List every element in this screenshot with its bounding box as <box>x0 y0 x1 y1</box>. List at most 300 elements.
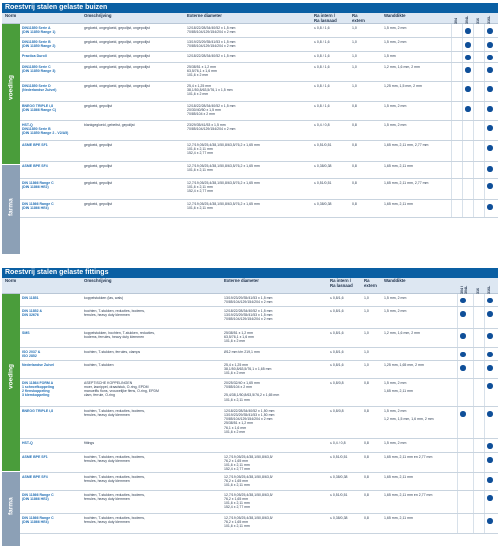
table-row <box>20 514 498 534</box>
cell-omschrijving: bochten, T-stukken, ferrules, clamps <box>84 349 141 354</box>
column-divider <box>473 307 474 328</box>
column-divider <box>473 200 474 217</box>
column-divider <box>451 162 452 178</box>
column-divider <box>457 329 458 347</box>
cell-omschrijving: gegloeid, ongegloeid, gepolijst, ongepolijst <box>84 83 150 88</box>
cell-diameter: 12,7/19,05/25,4/38,1/50,8/63,5/76,2 x 1,65 mm 101,6 x 2,11 mm <box>187 201 260 210</box>
column-divider <box>484 121 485 140</box>
table-row <box>20 439 498 453</box>
pipes-header-316l: 316L <box>487 15 491 24</box>
column-divider <box>473 491 474 513</box>
material-available-dot <box>487 443 493 449</box>
table-row <box>20 473 498 491</box>
cell-wanddikte: 1,2 mm, 1,6 mm, 2 mm <box>384 64 420 69</box>
cell-ra-extern: 1,0 <box>364 295 369 300</box>
column-divider <box>462 52 463 62</box>
table-row <box>20 162 498 179</box>
column-divider <box>451 141 452 161</box>
fittings-title: Roestvrij stalen gelaste fittings <box>2 268 498 278</box>
column-divider <box>473 179 474 199</box>
cell-wanddikte: 1,5 mm, 2 mm <box>384 440 407 445</box>
column-divider <box>451 52 452 62</box>
cell-ra-extern: 0,8 <box>352 201 357 206</box>
cell-norm: HST-Q <box>22 440 33 445</box>
table-row <box>20 491 498 514</box>
cell-wanddikte: 1,25 mm, 1,5 mm, 2 mm <box>384 83 422 88</box>
cell-ra-extern: 0,8 <box>352 122 357 127</box>
table-row <box>20 348 498 361</box>
cell-wanddikte: 1,5 mm, 2 mm <box>384 122 407 127</box>
table-row <box>20 453 498 473</box>
cell-ra-intern: ≤ 0,8/0,8 <box>330 380 344 385</box>
cell-omschrijving: blankgegloeid, gebeitst, gepolijst <box>84 122 135 127</box>
column-divider <box>473 361 474 378</box>
column-divider <box>451 38 452 51</box>
cell-omschrijving: gegloeid, gepolijst <box>84 103 113 108</box>
column-divider <box>457 407 458 438</box>
column-divider <box>484 379 485 406</box>
table-row <box>20 179 498 200</box>
fittings-section <box>2 268 498 546</box>
column-divider <box>462 63 463 81</box>
cell-diameter: 20/25/32/40 x 1,65 mm 70/85/104 x 2 mm 25,4/38,1/50,8/63,5/76,2 x 1,65 mm 101,6 x 2,11 mm <box>224 380 280 402</box>
cell-ra-extern: 0,8 <box>364 380 369 385</box>
table-row <box>20 407 498 439</box>
cell-omschrijving: bochten, T-stukken, reducties, bodems, ferrules, heavy duty klemmen <box>84 408 146 417</box>
cell-diameter: 12/18/22/28/34/40/52 x 1,50 mm 13/19/23/29/35/41/53 x 1,50 mm 70/85/104/129/154/204 x 2 mm 25/38/51 x 1,2 mm 76,1 x 1,6 mm 101,6 x 2 mm <box>224 408 275 434</box>
material-available-dot <box>487 106 493 112</box>
column-divider <box>451 82 452 101</box>
material-available-dot <box>465 42 471 48</box>
cell-ra-extern: 0,8 <box>364 454 369 459</box>
column-divider <box>484 329 485 347</box>
cell-norm: ISO 2037 & ISO 2852 <box>22 349 41 358</box>
table-row <box>20 307 498 329</box>
cell-norm: DIN 11852 & DIN 32676 <box>22 308 43 317</box>
cell-ra-intern: ≤ 0,51/0,51 <box>314 180 332 185</box>
cell-norm: ASME BPE SF4 <box>22 163 48 168</box>
column-divider <box>473 294 474 306</box>
cell-diameter: 13/19/23/29/35/41/53 x 1,5 mm 70/85/104/129/154/204 x 2 mm <box>187 39 236 48</box>
column-divider <box>484 473 485 490</box>
fittings-header-316: 316 <box>476 288 480 294</box>
cell-ra-intern: ≤ 0,38/0,38 <box>314 201 332 206</box>
cell-wanddikte: 1,5 mm, 2 mm <box>384 295 407 300</box>
column-divider <box>462 200 463 217</box>
column-divider <box>473 473 474 490</box>
column-divider <box>484 24 485 37</box>
cell-ra-intern: ≤ 0,8 / 1,6 <box>314 53 330 58</box>
column-divider <box>457 361 458 378</box>
column-divider <box>484 361 485 378</box>
material-available-dot <box>465 106 471 112</box>
column-divider <box>457 379 458 406</box>
table-row <box>20 52 498 63</box>
table-row <box>20 379 498 407</box>
table-row <box>20 294 498 307</box>
column-divider <box>484 439 485 452</box>
cell-wanddikte: 1,65 mm, 2,11 mm <box>384 201 413 206</box>
cell-wanddikte: 1,5 mm, 2 mm <box>384 25 407 30</box>
material-available-dot <box>460 411 466 417</box>
cell-omschrijving: bochten, T-stukken, reducties, bodems, ferrules, heavy duty klemmen <box>84 515 146 524</box>
cell-norm: ASME BPE SF4 <box>22 474 48 479</box>
material-available-dot <box>487 411 493 417</box>
column-divider <box>457 439 458 452</box>
cell-diameter: 13/19/23/29/35/41/53 x 1,5 mm 70/85/104/129/154/204 x 2 mm <box>224 295 273 304</box>
cell-wanddikte: 1,25 mm, 1,65 mm, 2 mm <box>384 362 424 367</box>
cell-ra-intern: ≤ 0,38/0,38 <box>330 515 348 520</box>
material-available-dot <box>487 477 493 483</box>
cell-ra-extern: 0,8 <box>364 440 369 445</box>
column-divider <box>473 121 474 140</box>
material-available-dot <box>465 28 471 34</box>
pipes-section <box>2 3 498 254</box>
column-divider <box>473 38 474 51</box>
cell-ra-extern: 1,0 <box>364 330 369 335</box>
cell-ra-extern: 1,0 <box>364 349 369 354</box>
cell-ra-intern: ≤ 0,51/0,51 <box>330 454 348 459</box>
column-divider <box>457 294 458 306</box>
table-row <box>20 82 498 102</box>
cell-omschrijving: gegloeid, gepolijst <box>84 142 113 147</box>
material-available-dot <box>487 145 493 151</box>
cell-wanddikte: 1,65 mm, 2,11 mm <box>384 474 413 479</box>
pipes-header-316: 316 <box>476 18 480 24</box>
material-available-dot <box>487 383 493 389</box>
cell-ra-extern: 1,0 <box>352 53 357 58</box>
fittings-header-omschrijving: Omschrijving <box>84 278 112 283</box>
cell-norm: DIN 11866 Range C (DIN 11866 HE4) <box>22 201 54 210</box>
cell-ra-extern: 0,8 <box>364 515 369 520</box>
material-available-dot <box>460 365 466 371</box>
cell-ra-intern: ≤ 0,38/0,38 <box>314 163 332 168</box>
cell-ra-intern: ≤ 0,4 / 0,8 <box>314 122 330 127</box>
cell-omschrijving: bochten, T-stukken, reducties, bodems, ferrules, heavy duty klemmen <box>84 308 146 317</box>
cell-norm: Nederlandse Zuivel <box>22 362 55 367</box>
column-divider <box>484 514 485 533</box>
cell-ra-extern: 0,8 <box>364 474 369 479</box>
cell-norm: DIN11850 Serie B (DIN 11850 Range 2) <box>22 39 56 48</box>
column-divider <box>484 141 485 161</box>
cell-ra-extern: 0,8 <box>364 492 369 497</box>
cell-omschrijving: gegloeid, ongegloeid, gepolijst, ongepolijst <box>84 64 150 69</box>
column-divider <box>484 63 485 81</box>
column-divider <box>462 179 463 199</box>
cell-omschrijving: bochten, T-stukken, reducties, bodems, ferrules, heavy duty klemmen <box>84 492 146 501</box>
material-available-dot <box>487 333 493 339</box>
column-divider <box>462 141 463 161</box>
column-divider <box>473 24 474 37</box>
cell-omschrijving: ASEPTISCHE KOPPELINGEN moer, lasnippel, draadstuk, O-ring, EPDM manuelflu flons, vrouwelijke flens, O-ring, EPDM clam, ferrule, O-ring <box>84 380 159 398</box>
cell-omschrijving: bochten, T-stukken, reducties, bodems, ferrules, heavy duty klemmen <box>84 474 146 483</box>
column-divider <box>451 24 452 37</box>
cell-wanddikte: 1,5 mm, 2 mm 1,2 mm, 1,5 mm, 1,6 mm, 2 mm <box>384 408 434 422</box>
column-divider <box>484 162 485 178</box>
cell-ra-intern: ≤ 0,8 / 1,6 <box>314 64 330 69</box>
fittings-header-row <box>2 278 498 294</box>
cell-wanddikte: 1,5 mm, 2 mm 1,65 mm, 2,11 mm <box>384 380 413 394</box>
cell-diameter: 23/29/35/41/53 x 1,5 mm 70/85/104/129/154/204 x 2 mm <box>187 122 236 131</box>
cell-ra-extern: 1,0 <box>364 308 369 313</box>
cell-norm: DIN11850 Serie C (DIN 11850 Range 3) <box>22 64 56 73</box>
cell-diameter: 12,7/19,05/25,4/38,1/50,8/63,5/76,2 x 1,65 mm 101,6 x 2,11 mm 152,4 x 2,77 mm <box>187 180 260 194</box>
pipes-table-body <box>2 24 498 254</box>
cell-ra-intern: ≤ 0,51/0,51 <box>314 142 332 147</box>
cell-norm: DIN 11866 Range C (DIN 11866 HE2) <box>22 180 54 189</box>
cell-omschrijving: koppelstukken, bochten, T-stukken, reducties, bodems, ferrules, heavy duty klemmen <box>84 330 155 339</box>
cell-wanddikte: 1,5 mm, 2 mm <box>384 103 407 108</box>
cell-norm: DIN11850 Serie D (Nederlandse Zuivel) <box>22 83 57 92</box>
material-available-dot <box>465 55 471 61</box>
cell-diameter: 12,7/19,05/25,4/38,1/50,8/63,5/ 76,2 x 1,65 mm 101,6 x 2,11 mm 152,4 x 2,77 mm <box>224 454 273 472</box>
cell-omschrijving: gegloeid, ongegloeid, gepolijst, ongepolijst <box>84 25 150 30</box>
table-row <box>20 38 498 52</box>
column-divider <box>473 141 474 161</box>
pipes-header-304: 304 <box>454 18 458 24</box>
column-divider <box>457 514 458 533</box>
cell-norm: DIN 11864 FORM A 1 schroefkoppeling 2 flenskoppeling 3 klemkoppeling <box>22 380 55 398</box>
column-divider <box>484 307 485 328</box>
material-available-dot <box>465 67 471 73</box>
material-available-dot <box>460 311 466 317</box>
column-divider <box>484 491 485 513</box>
material-available-dot <box>487 495 493 501</box>
column-divider <box>462 82 463 101</box>
cell-omschrijving: fittings <box>84 440 95 445</box>
fittings-header-304: 304 / 304L <box>460 285 468 294</box>
column-divider <box>473 162 474 178</box>
cell-norm: Practica Duroll <box>22 53 47 58</box>
column-divider <box>457 348 458 360</box>
material-available-dot <box>487 311 493 317</box>
column-divider <box>473 329 474 347</box>
fittings-header-316l: 316L <box>487 285 491 294</box>
cell-wanddikte: 1,65 mm, 2,11 mm, 2,77 mm <box>384 142 429 147</box>
cell-norm: BNEOG TRIPLE i,8 (DIN 11866 Range C) <box>22 103 57 112</box>
material-available-dot <box>487 28 493 34</box>
material-available-dot <box>487 365 493 371</box>
column-divider <box>473 82 474 101</box>
cell-norm: DIN 11851 <box>22 295 39 300</box>
fittings-header-ra-extern: Ra extern <box>364 278 377 288</box>
cell-omschrijving: bochten, T-stukken <box>84 362 114 367</box>
material-available-dot <box>487 67 493 73</box>
column-divider <box>457 453 458 472</box>
cell-ra-intern: ≤ 0,38/0,38 <box>330 474 348 479</box>
column-divider <box>473 379 474 406</box>
column-divider <box>457 473 458 490</box>
cell-omschrijving: gegloeid, gepolijst <box>84 180 113 185</box>
cell-diameter: 12/18/22/28/34/40/52 x 1,5 mm 20/30/40/50 x 1,5 mm 70/85/104 x 2 mm <box>187 103 236 117</box>
pipes-header-wanddikte: Wanddikte <box>384 13 406 18</box>
pipes-header-omschrijving: Omschrijving <box>84 13 112 18</box>
cell-ra-intern: ≤ 0,8 / 1,6 <box>314 83 330 88</box>
cell-ra-intern: ≤ 0,8 / 1,6 <box>314 103 330 108</box>
fittings-side-voeding-label: voeding <box>7 363 15 389</box>
column-divider <box>473 439 474 452</box>
table-row <box>20 24 498 38</box>
cell-diameter: 12,7/19,05/25,4/38,1/50,8/63,5/ 76,2 x 1,65 mm 101,6 x 2,11 mm <box>224 474 273 488</box>
column-divider <box>451 179 452 199</box>
column-divider <box>484 52 485 62</box>
column-divider <box>484 179 485 199</box>
column-divider <box>457 491 458 513</box>
cell-ra-intern: ≤ 0,8/0,8 <box>330 408 344 413</box>
cell-norm: ASME BPE SF1 <box>22 454 48 459</box>
cell-diameter: 12,7/19,05/25,4/38,1/50,8/63,5/76,2 x 1,65 mm 101,6 x 2,11 mm 152,4 x 2,77 mm <box>187 142 260 156</box>
table-row <box>20 200 498 218</box>
cell-diameter: 12/18/22/28/34/40/52 x 1,5 mm 70/85/104/129/154/204 x 2 mm <box>187 25 236 34</box>
cell-ra-extern: 1,0 <box>352 64 357 69</box>
column-divider <box>473 407 474 438</box>
cell-diameter: 12/18/22/28/34/40/52 x 1,5 mm 13/19/23/29/35/41/53 x 1,5 mm 70/85/104/129/154/204 x 2 mm <box>224 308 273 322</box>
cell-ra-extern: 1,0 <box>364 362 369 367</box>
column-divider <box>462 102 463 120</box>
pipes-header-ra-intern: Ra intern / Ra lasnaad <box>314 13 337 23</box>
cell-wanddikte: 1,2 mm, 1,6 mm, 2 mm <box>384 330 420 335</box>
cell-norm: ASME BPE SF1 <box>22 142 48 147</box>
material-available-dot <box>487 518 493 524</box>
cell-wanddikte: 1,5 mm <box>384 53 396 58</box>
table-row <box>20 121 498 141</box>
cell-omschrijving: gegloeid, gepolijst <box>84 163 113 168</box>
pipes-header-ra-extern: Ra extern <box>352 13 365 23</box>
column-divider <box>473 52 474 62</box>
column-divider <box>451 102 452 120</box>
cell-wanddikte: 1,5 mm, 2 mm <box>384 308 407 313</box>
material-available-dot <box>487 86 493 92</box>
cell-norm: DIN11850 Serie A (DIN 11850 Range 1) <box>22 25 56 34</box>
cell-omschrijving: bochten, T-stukken, reducties, bodems, ferrules, heavy duty klemmen <box>84 454 146 463</box>
cell-diameter: 25/38/51 x 1,2 mm 63,5/76,1 x 1,6 mm 101,6 x 2 mm <box>187 64 217 78</box>
material-available-dot <box>487 166 493 172</box>
cell-ra-extern: 1,0 <box>352 25 357 30</box>
pipes-title: Roestvrij stalen gelaste buizen <box>2 3 498 13</box>
pipes-side-voeding <box>2 24 20 164</box>
column-divider <box>484 38 485 51</box>
fittings-header-ra-intern: Ra intern / Ra lasnaad <box>330 278 353 288</box>
cell-ra-extern: 1,0 <box>352 83 357 88</box>
cell-ra-extern: 1,0 <box>352 39 357 44</box>
material-available-dot <box>487 298 493 304</box>
fittings-side-farma <box>2 472 20 546</box>
material-available-dot <box>460 352 466 358</box>
column-divider <box>451 121 452 140</box>
material-available-dot <box>487 55 493 61</box>
cell-ra-intern: ≤ 0,4 / 0,8 <box>330 440 346 445</box>
cell-ra-intern: ≤ 0,8/1,6 <box>330 349 344 354</box>
column-divider <box>473 453 474 472</box>
material-available-dot <box>460 333 466 339</box>
cell-ra-intern: ≤ 0,8 / 1,6 <box>314 25 330 30</box>
cell-norm: DIN 11866 Range C (DIN 11866 HE4) <box>22 515 54 524</box>
cell-ra-extern: 0,8 <box>352 142 357 147</box>
cell-omschrijving: koppelstukken (las, wals) <box>84 295 124 300</box>
cell-wanddikte: 1,65 mm, 2,11 mm <box>384 163 413 168</box>
pipes-header-row <box>2 13 498 24</box>
column-divider <box>484 82 485 101</box>
table-row <box>20 361 498 379</box>
cell-wanddikte: 1,65 mm, 2,11 mm, 2,77 mm <box>384 180 429 185</box>
cell-ra-intern: ≤ 0,8 / 1,6 <box>314 39 330 44</box>
column-divider <box>473 514 474 533</box>
cell-wanddikte: 1,65 mm, 2,11 mm en 2,77 mm <box>384 454 433 459</box>
material-available-dot <box>460 298 466 304</box>
table-row <box>20 102 498 121</box>
cell-diameter: 25/38/51 x 1,2 mm 63,5/76,1 x 1,6 mm 101,6 x 2 mm <box>224 330 254 344</box>
column-divider <box>451 200 452 217</box>
fittings-header-norm: Norm <box>5 278 17 283</box>
material-available-dot <box>487 42 493 48</box>
pipes-side-farma <box>2 165 20 254</box>
cell-ra-intern: ≤ 0,8/1,6 <box>330 295 344 300</box>
column-divider <box>484 200 485 217</box>
cell-wanddikte: 1,5 mm, 2 mm <box>384 39 407 44</box>
material-available-dot <box>487 352 493 358</box>
cell-wanddikte: 1,65 mm, 2,11 mm en 2,77 mm <box>384 492 433 497</box>
material-available-dot <box>487 183 493 189</box>
cell-ra-extern: 0,8 <box>352 180 357 185</box>
cell-norm: HST-Q DIN11850 Serie B (DIN 11850 Range 2 - V2/A5) <box>22 122 69 136</box>
column-divider <box>473 63 474 81</box>
cell-ra-extern: 0,8 <box>352 103 357 108</box>
fittings-side-farma-label: farma <box>7 497 15 515</box>
cell-omschrijving: gegloeid, gepolijst <box>84 201 113 206</box>
cell-norm: SMS <box>22 330 30 335</box>
cell-diameter: Ø12 mm t/m 219,1 mm <box>224 349 260 354</box>
column-divider <box>473 348 474 360</box>
pipes-header-304l: 304L <box>465 15 469 24</box>
cell-diameter: 25,4 x 1,25 mm 38,1/50,8/63,5/76,1 x 1,65 mm 101,6 x 2 mm <box>224 362 272 376</box>
table-row <box>20 141 498 162</box>
cell-norm: BNEOG TRIPLE i,8 <box>22 408 54 413</box>
column-divider <box>484 453 485 472</box>
material-available-dot <box>465 86 471 92</box>
column-divider <box>484 407 485 438</box>
cell-diameter: 25,4 x 1,25 mm 38,1/50,8/63,5/76,1 x 1,5 mm 101,6 x 2 mm <box>187 83 233 97</box>
cell-diameter: 12,7/19,05/25,4/38,1/50,8/63,5/ 76,2 x 1,65 mm 101,6 x 2,11 mm 152,4 x 2,77 mm <box>224 492 273 510</box>
table-row <box>20 63 498 82</box>
cell-norm: DIN 11866 Range C (DIN 11866 HE2) <box>22 492 54 501</box>
cell-ra-extern: 0,8 <box>352 163 357 168</box>
pipes-side-voeding-label: voeding <box>7 75 15 100</box>
cell-ra-intern: ≤ 0,8/1,6 <box>330 308 344 313</box>
column-divider <box>484 102 485 120</box>
column-divider <box>462 38 463 51</box>
column-divider <box>484 294 485 306</box>
column-divider <box>484 348 485 360</box>
pipes-header-diameter: Externe diameter <box>187 13 222 18</box>
cell-ra-intern: ≤ 0,51/0,51 <box>330 492 348 497</box>
cell-diameter: 12,7/19,05/25,4/38,1/50,8/63,5/76,2 x 1,65 mm 101,6 x 2,11 mm <box>187 163 260 172</box>
table-row <box>20 329 498 348</box>
pipes-side-farma-label: farma <box>7 197 15 216</box>
cell-ra-intern: ≤ 0,8/1,6 <box>330 362 344 367</box>
column-divider <box>473 102 474 120</box>
fittings-header-diameter: Externe diameter <box>224 278 259 283</box>
cell-omschrijving: gegloeid, ongegloeid, gepolijst, ongepolijst <box>84 39 150 44</box>
column-divider <box>462 121 463 140</box>
material-available-dot <box>487 457 493 463</box>
cell-diameter: 12,7/19,05/25,4/38,1/50,8/63,5/ 76,2 x 1,65 mm 101,6 x 2,11 mm <box>224 515 273 529</box>
cell-omschrijving: gegloeid, ongegloeid, gepolijst, ongepolijst <box>84 53 150 58</box>
cell-wanddikte: 1,65 mm, 2,11 mm <box>384 515 413 520</box>
material-available-dot <box>487 204 493 210</box>
column-divider <box>457 307 458 328</box>
cell-ra-extern: 0,8 <box>364 408 369 413</box>
pipes-header-norm: Norm <box>5 13 17 18</box>
